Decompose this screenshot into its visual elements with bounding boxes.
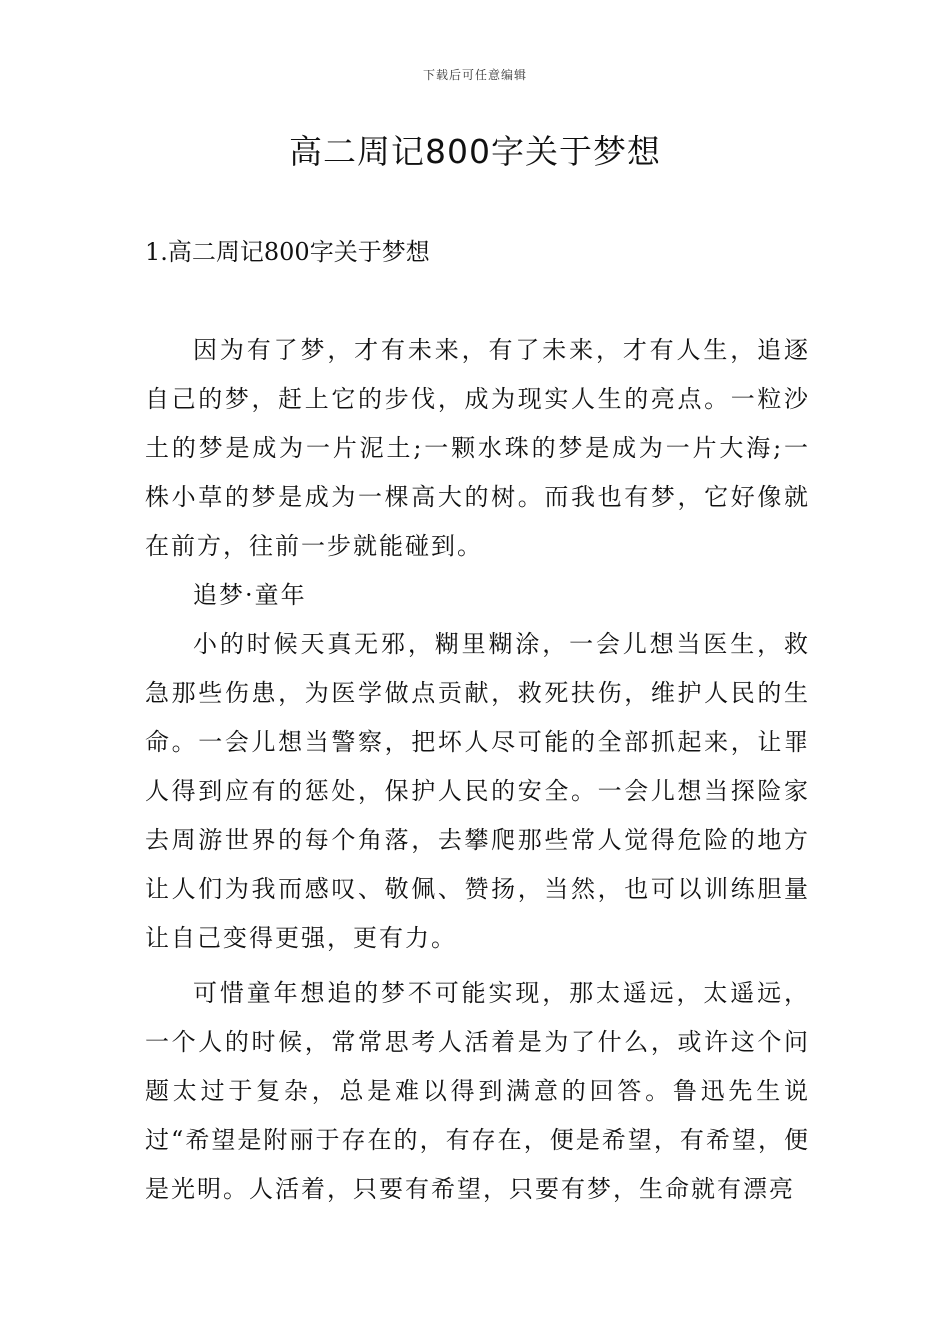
header-note: 下载后可任意编辑 bbox=[422, 68, 527, 82]
subheading-childhood: 追梦·童年 bbox=[193, 581, 307, 609]
paragraph-reflection: 可惜童年想追的梦不可能实现，那太遥远，太遥远，一个人的时候，常常思考人活着是为了什么，或许这个问题太过于复杂，总是难以得到满意的回答。鲁迅先生说过“希望是附丽于存在的，有存在，便是希望，有希望，便是光明。人活着，只要有希望，只要有梦，生命就有漂亮 bbox=[145, 979, 810, 1203]
body-text bbox=[145, 326, 810, 1214]
section-heading: 1.高二周记800字关于梦想 bbox=[145, 238, 430, 266]
paragraph-childhood-dreams: 小的时候天真无邪，糊里糊涂，一会儿想当医生，救急那些伤患，为医学做点贡献，救死扶伤，维护人民的生命。一会儿想当警察，把坏人尽可能的全部抓起来，让罪人得到应有的惩处，保护人民的安全。一会儿想当探险家去周游世界的每个角落，去攀爬那些常人觉得危险的地方让人们为我而感叹、敬佩、赞扬，当然，也可以训练胆量让自己变得更强，更有力。 bbox=[145, 630, 810, 952]
document-title: 高二周记800字关于梦想 bbox=[289, 132, 661, 171]
paragraph-intro: 因为有了梦，才有未来，有了未来，才有人生，追逐自己的梦，赶上它的步伐，成为现实人生的亮点。一粒沙土的梦是成为一片泥土;一颗水珠的梦是成为一片大海;一株小草的梦是成为一棵高大的树。而我也有梦，它好像就在前方，往前一步就能碰到。 bbox=[145, 336, 810, 560]
